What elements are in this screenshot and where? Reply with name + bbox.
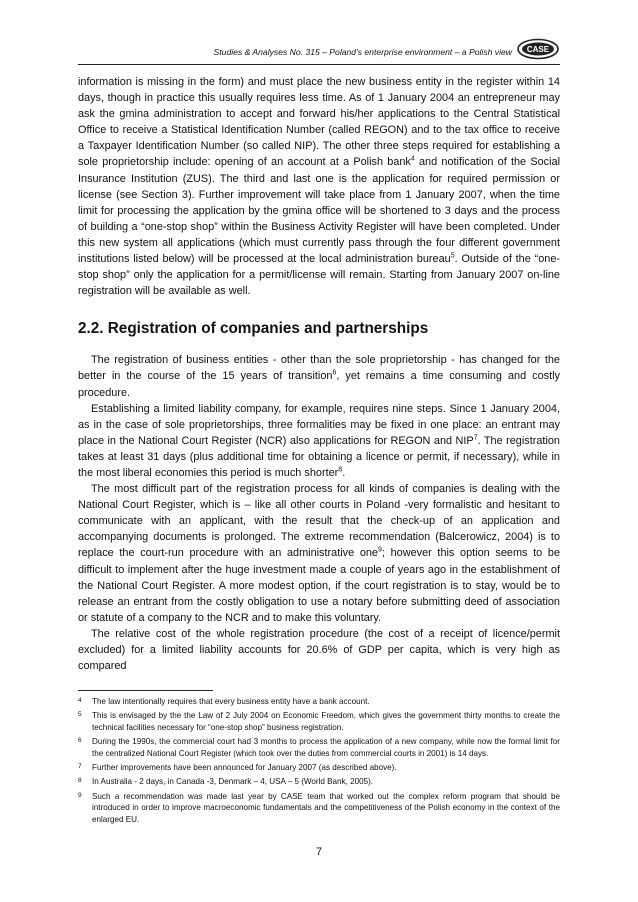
footnote-ref[interactable]: 7: [473, 434, 478, 442]
main-content: [78, 74, 560, 674]
footnote: 8 In Australia - 2 days, in Canada -3, Denmark – 4, USA – 5 (World Bank, 2005).: [78, 777, 374, 787]
logo-text: CASE: [526, 45, 550, 54]
footnote-divider: [78, 690, 213, 691]
paragraph: The most difficult part of the registration process for all kinds of companies is dealing with the National Court Register, which is – like all other courts in Poland -very formalistic and hesitant to communicate with an applicant, with the result that the check-up of an application and accompanying documents is prolonged. The extreme recommendation (Balcerowicz, 2004) is to replace the court-run procedure with an administrative one$^9$; however this option seems to be difficult to implement after the huge investment made a couple of years ago in the establishment of the National Court Register. A more modest option, if the court registration is to stay, would be to release an entrant from the costly obligation to use a notary before submitting deed of association or statute of a company to the NCR and to make this voluntary.: [78, 483, 560, 624]
footnote-ref[interactable]: 8: [338, 466, 343, 474]
header-title: Studies & Analyses No. 315 – Poland's enterprise environment – a Polish view: [213, 47, 512, 57]
footnote: 6 During the 1990s, the commercial court had 3 months to process the application of a new company, while now the formal limit for the centralized National Court Register (which took over the duties from commercial courts in 2001) is 14 days.: [78, 737, 560, 758]
footnote: 5 This is envisaged by the the Law of 2 July 2004 on Economic Freedom, which gives the government thirty months to create the technical facilities necessary for “one-stop shop” business registration.: [78, 711, 560, 732]
footnote: 4 The law intentionally requires that every business entity have a bank account.: [78, 697, 370, 706]
paragraph: The registration of business entities - other than the sole proprietorship - has changed for the better in the course of the 15 years of transition$^6$, yet remains a time consuming and costly procedure.: [78, 354, 560, 399]
page-number: 7: [315, 846, 323, 858]
footnote-ref[interactable]: 5: [450, 252, 455, 260]
footnote-ref[interactable]: 9: [378, 546, 382, 554]
running-header: [78, 44, 560, 65]
intro-paragraph: information is missing in the form) and must place the new business entity in the register within 14 days, though in practice this usually requires less time. As of 1 January 2004 an entrepreneur may ask the gmina administration to accept and forward his/her applications to the Central Statistical Office to receive a Statistical Identification Number (called REGON) and to the tax office to receive a Taxpayer Identification Number (so called NIP). The other three steps required for establishing a sole proprietorship include: opening of an account at a Polish bank$^4$ and notification of the Social Insurance Institution (ZUS). The third and last one is the application for required permission or license (see Section 3). Further improvement will take place from 1 January 2007, when the time limit for processing the application by the gmina office will be shortened to 3 days and the process of building a “one-stop shop” within the Business Activity Register will have been completed. Under this new system all applications (which must currently pass through the four different government institutions listed below) will be processed at the local administration bureau$^5$. Outside of the “one-stop shop” only the application for a permit/license will remain. Starting from January 2007 on-line registration will be available as well.: [78, 76, 561, 298]
footnote: 9 Such a recommendation was made last year by CASE team that worked out the complex reform program that should be introduced in order to improve macroeconomic fundamentals and the competitiveness of the Polish economy in the context of the enlarged EU.: [78, 791, 560, 824]
case-logo: [516, 38, 560, 60]
paragraph: The relative cost of the whole registration procedure (the cost of a receipt of licence/permit excluded) for a limited liability accounts for 20.6% of GDP per capita, which is very high as compared: [78, 627, 560, 673]
footnotes: [78, 696, 560, 828]
footnote-ref[interactable]: 4: [410, 155, 415, 163]
paragraph: Establishing a limited liability company, for example, requires nine steps. Since 1 January 2004, as in the case of sole proprietorships, three formalities may be fixed in one place: an entrant may place in the National Court Register (NCR) also applications for REGON and NIP$^7$. The registration takes at least 31 days (plus additional time for obtaining a licence or permit, if necessary), while in the most liberal economies this period is much shorter$^8$.: [78, 402, 560, 479]
section-heading: 2.2. Registration of companies and partnerships: [78, 320, 429, 338]
footnote: 7 Further improvements have been announced for January 2007 (as described above).: [78, 763, 397, 773]
footnote-ref[interactable]: 6: [332, 369, 337, 377]
